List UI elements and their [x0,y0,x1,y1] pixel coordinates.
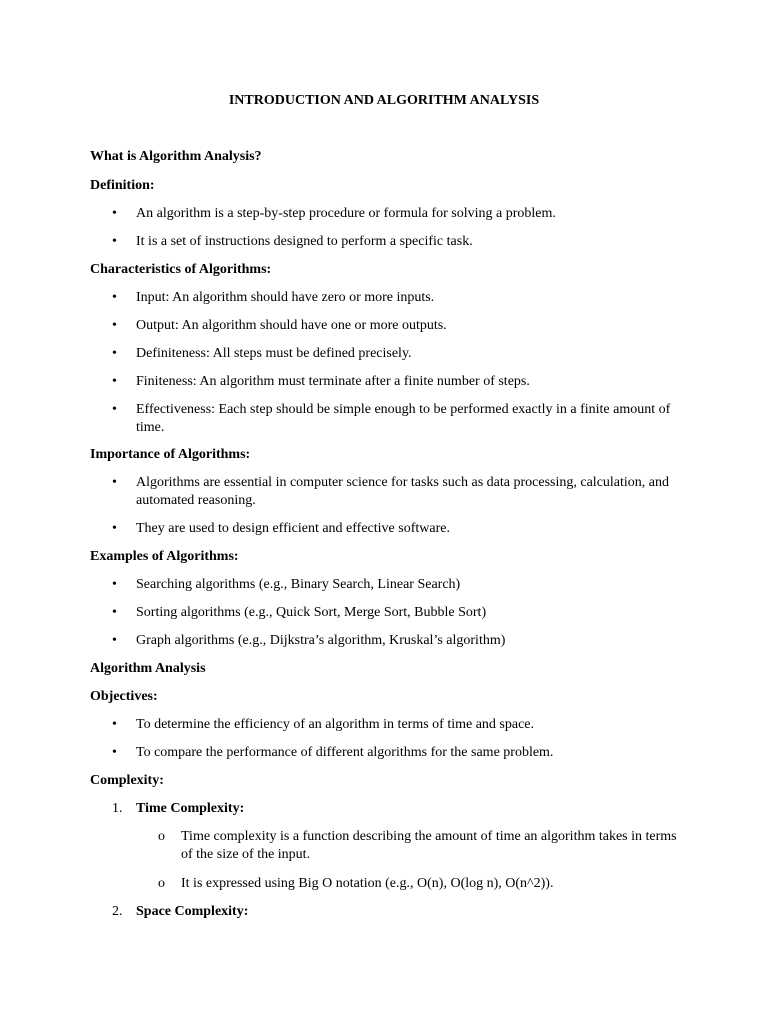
page-title: INTRODUCTION AND ALGORITHM ANALYSIS [228,93,540,108]
time-complexity-label: Time Complexity: [136,801,245,816]
examples-heading: Examples of Algorithms: [90,549,239,564]
bullet-icon: • [112,475,117,490]
document-page: INTRODUCTION AND ALGORITHM ANALYSIS What is Algorithm Analysis? Definition: • An algorithm is a step-by-step procedure or formula for solving a problem. • It is a set of instructions designed to perform a specific task. Characteristics of Algorithms: • Input: An algorithm should have zero or more inputs. • Output: An algorithm should have one or more outputs. • Definiteness: All steps must be defined precisely. • Finiteness: An algorithm must terminate after a finite number of steps. • Effectiveness: Each step should be simple enough to be performed exactly in a finite amount of time. Importance of Algorithms: • Algorithms are essential in computer science for tasks such as data processing, calculation, and automated reasoning. • They are used to design efficient and effective software. Examples of Algorithms: • Searching algorithms (e.g., Binary Search, Linear Search) • Sorting algorithms (e.g., Quick Sort, Merge Sort, Bubble Sort) • Graph algorithms (e.g., Dijkstra’s algorithm, Kruskal’s algorithm) Algorithm Analysis Objectives: • To determine the efficiency of an algorithm in terms of time and space. • To compare the performance of different algorithms for the same problem. Complexity: 1. Time Complexity: o Time complexity is a function describing the amount of time an algorithm takes in terms of the size of the input. o It is expressed using Big O notation (e.g., O(n), O(log n), O(n^2)). 2. Space Complexity: [0,0,768,1024]
complexity-heading: Complexity: [90,773,164,788]
bullet-icon: • [112,633,117,648]
definition-heading: Definition: [90,178,155,193]
bullet-icon: • [112,290,117,305]
bullet-icon: • [112,234,117,249]
what-is-heading: What is Algorithm Analysis? [90,149,262,164]
list-number: 2. [112,904,123,919]
bullet-icon: • [112,577,117,592]
bullet-icon: • [112,605,117,620]
circle-bullet-icon: o [158,829,165,844]
bullet-icon: • [112,521,117,536]
bullet-icon: • [112,402,117,417]
bullet-icon: • [112,374,117,389]
bullet-icon: • [112,717,117,732]
bullet-icon: • [112,318,117,333]
circle-bullet-icon: o [158,876,165,891]
bullet-icon: • [112,745,117,760]
objectives-heading: Objectives: [90,689,158,704]
space-complexity-label: Space Complexity: [136,904,249,919]
algorithm-analysis-heading: Algorithm Analysis [90,661,206,676]
bullet-icon: • [112,206,117,221]
list-number: 1. [112,801,123,816]
bullet-icon: • [112,346,117,361]
importance-heading: Importance of Algorithms: [90,447,251,462]
characteristics-heading: Characteristics of Algorithms: [90,262,272,277]
